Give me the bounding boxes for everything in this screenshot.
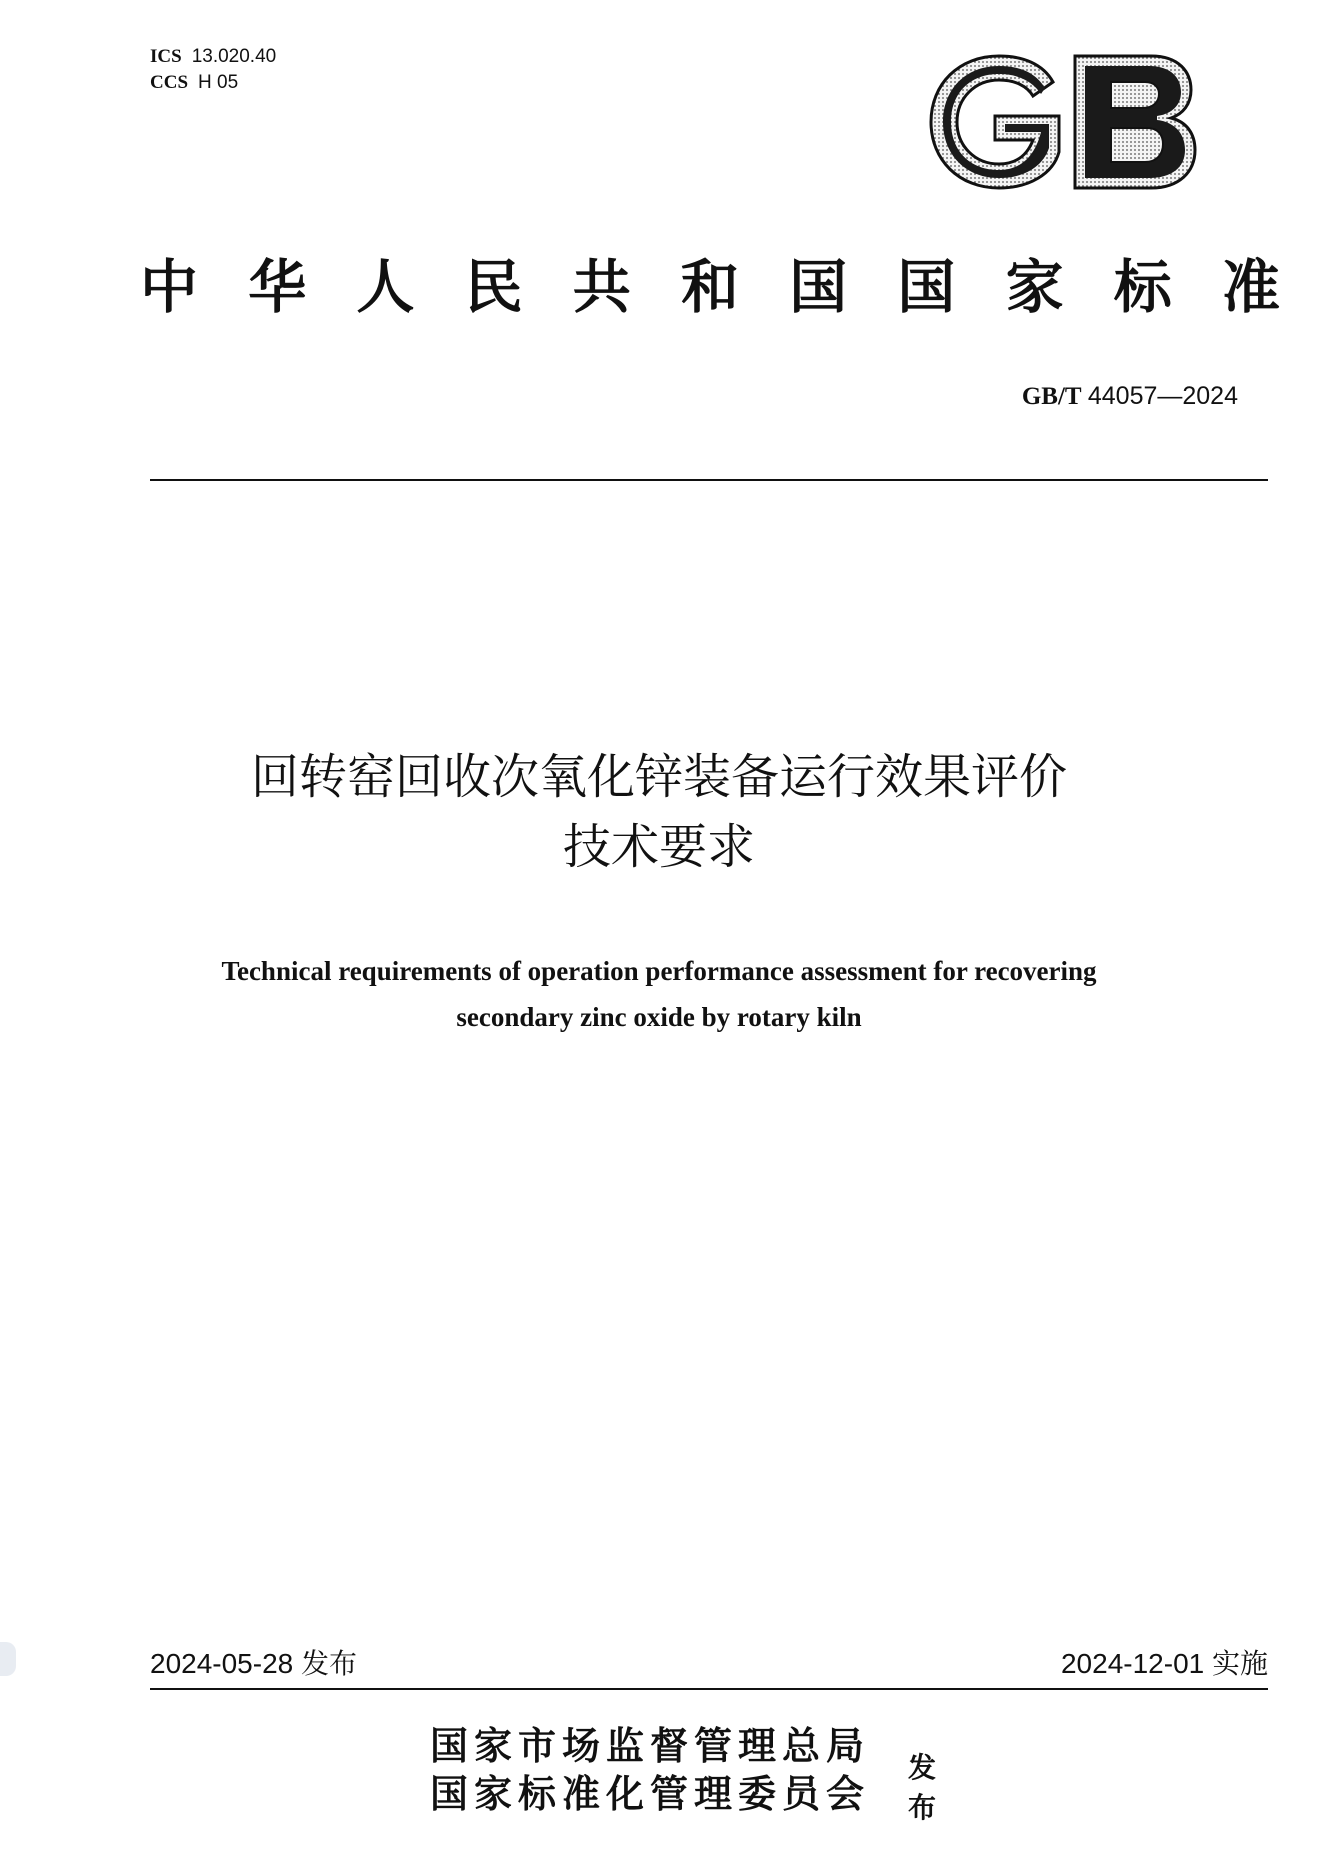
issuer-org-1: 国家市场监督管理总局 bbox=[430, 1723, 871, 1768]
date-row bbox=[150, 1642, 1268, 1682]
ccs-key: CCS bbox=[150, 72, 189, 93]
top-divider bbox=[150, 479, 1268, 481]
national-standard-title: 中华人民共和国国家标准 bbox=[140, 253, 1280, 321]
publish-date: 2024-05-28 发布 bbox=[150, 1648, 358, 1679]
chinese-title-line-1: 回转窑回收次氧化锌装备运行效果评价 bbox=[250, 749, 1067, 805]
ics-value: 13.020.40 bbox=[191, 46, 277, 67]
ccs-line bbox=[150, 70, 276, 96]
english-title bbox=[0, 948, 1318, 1040]
issuer-org-2: 国家标准化管理委员会 bbox=[430, 1771, 871, 1816]
chinese-title-line-2: 技术要求 bbox=[562, 819, 755, 875]
standard-prefix: GB/T bbox=[1021, 383, 1082, 410]
gb-logo-icon bbox=[925, 52, 1197, 192]
issuer-names bbox=[430, 1722, 870, 1818]
bottom-divider bbox=[150, 1688, 1268, 1690]
classification-block bbox=[150, 44, 276, 96]
issuer-block bbox=[430, 1722, 990, 1822]
issue-label: 发 布 bbox=[908, 1751, 949, 1824]
english-title-line-2: secondary zinc oxide by rotary kiln bbox=[456, 1002, 862, 1032]
side-edge-mark bbox=[0, 1642, 16, 1676]
ics-line bbox=[150, 44, 276, 70]
ccs-value: H 05 bbox=[198, 72, 239, 93]
ics-key: ICS bbox=[150, 46, 182, 67]
implement-date: 2024-12-01 实施 bbox=[1060, 1648, 1268, 1679]
chinese-title bbox=[0, 742, 1318, 882]
standard-number: 44057—2024 bbox=[1087, 382, 1238, 410]
english-title-line-1: Technical requirements of operation performance assessment for recovering bbox=[221, 956, 1097, 986]
standard-code bbox=[1022, 382, 1238, 411]
